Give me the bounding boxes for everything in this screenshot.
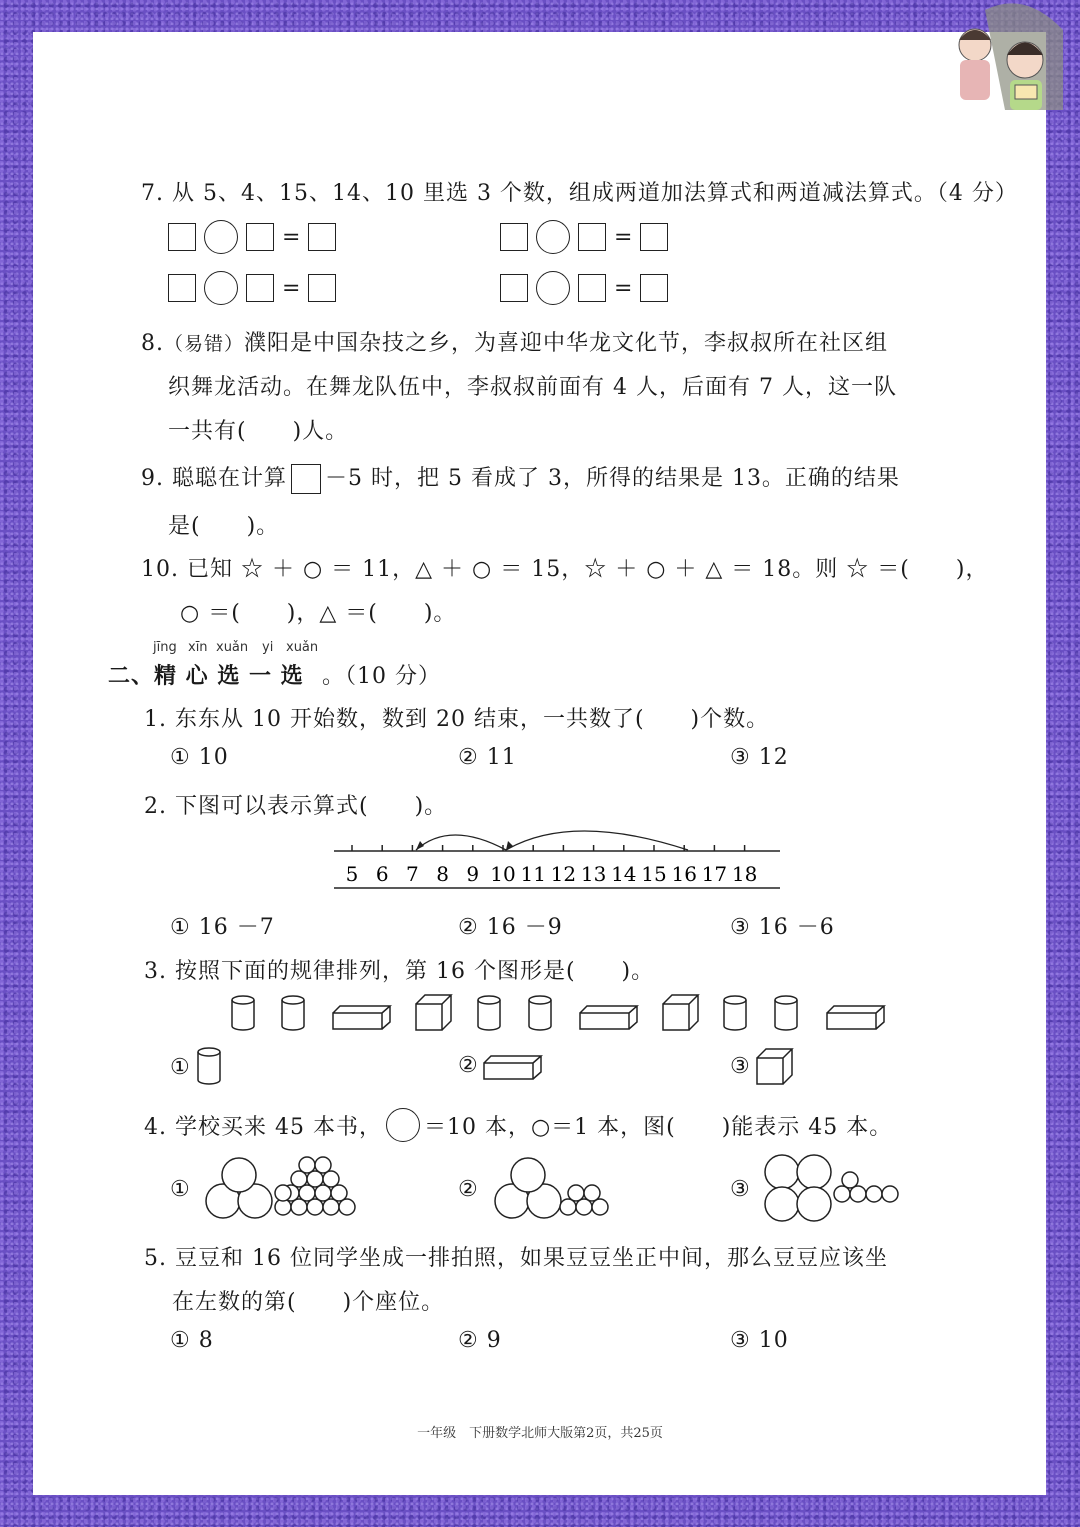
q10-line-1: 10. 已知 ☆ ＋ ○ ＝ 11，△ ＋ ○ ＝ 15，☆ ＋ ○ ＋ △ ＝ 18。则 ☆ ＝( )， [141,557,989,582]
jump-arc-10-to-7 [416,835,506,850]
page-footer: 一年级 下册数学北师大版第2页，共25页 [417,1426,663,1441]
choice-4-question: 4. 学校买来 45 本书， ＝10 本，○＝1 本，图( )能表示 45 本。 [144,1108,892,1142]
reading-children-illustration [945,0,1065,125]
q7-equation-2 [500,220,668,254]
choice-5-option-1[interactable]: ① 8 [170,1328,214,1353]
pinyin-xuan-2: xuǎn [286,640,319,655]
choice-5-line-2: 在左数的第( )个座位。 [172,1290,445,1315]
q7-equation-4 [500,271,668,305]
choice-2-option-1[interactable]: ① 16 －7 [170,915,275,940]
pinyin-xuan: xuǎn [216,640,249,655]
operator-circle[interactable] [204,271,238,305]
choice-5-option-3[interactable]: ③ 10 [730,1328,789,1353]
q9-line-1: 9. 聪聪在计算 －5 时，把 5 看成了 3，所得的结果是 13。正确的结果 [141,461,900,494]
q8-line-3: 一共有( )人。 [168,419,349,444]
answer-box[interactable] [640,223,668,251]
answer-box[interactable] [168,223,196,251]
answer-box[interactable] [291,464,321,494]
equals-sign: = [614,224,633,250]
pinyin-xin: xīn [188,640,208,655]
choice-1-option-1[interactable]: ① 10 [170,745,229,770]
cylinder-shape [529,996,551,1030]
choice-1-question: 1. 东东从 10 开始数，数到 20 结束，一共数了( )个数。 [144,707,770,732]
shape-pattern-sequence [225,993,890,1038]
choice-3-option-2[interactable]: ② [458,1049,545,1081]
big-circle-symbol [386,1108,420,1142]
answer-box[interactable] [246,223,274,251]
choice-2-question: 2. 下图可以表示算式( )。 [144,794,448,819]
ten-circle [511,1158,545,1192]
choice-4-option-3[interactable]: ③ [730,1177,751,1202]
choice-3-option-3[interactable]: ③ [730,1046,795,1086]
choice-3-option-1[interactable]: ① [170,1047,223,1087]
cuboid-shape [827,1006,884,1029]
answer-box[interactable] [308,274,336,302]
tick-label: 11 [520,862,546,886]
equals-sign: = [282,275,301,301]
choice-3-question: 3. 按照下面的规律排列，第 16 个图形是( )。 [144,959,655,984]
cylinder-icon [195,1047,223,1087]
choice-4-option-1[interactable]: ① [170,1177,191,1202]
q8-line-2: 织舞龙活动。在舞龙队伍中，李叔叔前面有 4 人，后面有 7 人，这一队 [168,375,897,400]
answer-box[interactable] [640,274,668,302]
tick-label: 12 [550,862,577,886]
cylinder-shape [478,996,500,1030]
choice-5-line-1: 5. 豆豆和 16 位同学坐成一排拍照，如果豆豆坐正中间，那么豆豆应该坐 [144,1246,888,1271]
choice-2-option-3[interactable]: ③ 16 －6 [730,915,835,940]
one-circle [568,1185,584,1201]
answer-box[interactable] [246,274,274,302]
ten-circle [765,1155,799,1189]
choice-5-option-2[interactable]: ② 9 [458,1328,502,1353]
operator-circle[interactable] [536,271,570,305]
equals-sign: = [282,224,301,250]
ten-circle [765,1187,799,1221]
section-2-score: 。（10 分） [322,664,441,689]
operator-circle[interactable] [536,220,570,254]
tick-label: 17 [701,862,728,886]
cylinder-shape [232,996,254,1030]
ten-circle [797,1155,831,1189]
tick-label: 18 [731,862,758,886]
cuboid-shape [580,1006,637,1029]
cylinder-shape [724,996,746,1030]
operator-circle[interactable] [204,220,238,254]
arc-arrowhead-7 [416,841,424,850]
choice-4-option-2[interactable]: ② [458,1177,479,1202]
tick-label: 8 [436,862,449,886]
cube-icon [755,1046,795,1086]
tick-label: 5 [345,862,359,886]
equals-sign: = [614,275,633,301]
one-circle [842,1172,858,1188]
tick-label: 14 [611,862,637,886]
q7-equation-3 [168,271,336,305]
error-prone-tag: （易错） [164,333,245,355]
tick-label: 15 [641,862,667,886]
one-circle [275,1185,291,1201]
cuboid-icon [483,1049,545,1081]
tick-label: 13 [580,862,607,886]
cylinder-shape [775,996,797,1030]
pinyin-jing: jīng [153,640,177,655]
q9-line-2: 是( )。 [168,514,280,539]
choice-2-option-2[interactable]: ② 16 －9 [458,915,563,940]
one-circle [866,1186,882,1202]
answer-box[interactable] [308,223,336,251]
tick-label: 6 [375,862,389,886]
section-2-title: 二、精 心 选 一 选 [108,663,304,689]
ten-circle [222,1158,256,1192]
ten-circle [797,1187,831,1221]
choice-1-option-3[interactable]: ③ 12 [730,745,789,770]
tick-label: 9 [466,862,480,886]
answer-box[interactable] [500,223,528,251]
one-circle [315,1157,331,1173]
answer-box[interactable] [578,274,606,302]
cuboid-shape [333,1006,390,1029]
tick-label: 16 [671,862,697,886]
q7-text: 7. 从 5、4、15、14、10 里选 3 个数，组成两道加法算式和两道减法算式。（4 分） [141,181,1018,206]
one-circle [584,1185,600,1201]
answer-box[interactable] [500,274,528,302]
cube-shape [416,995,451,1030]
number-line [330,828,785,892]
option-3-circles-group [762,1152,907,1224]
q7-equation-1 [168,220,336,254]
tick-label: 10 [490,862,516,886]
option-2-circles-group [492,1155,617,1221]
one-circle [299,1157,315,1173]
option-1-circles-group [203,1155,363,1221]
answer-box[interactable] [168,274,196,302]
cube-shape [663,995,698,1030]
pinyin-yi: yi [262,640,274,655]
one-circle [882,1186,898,1202]
q8-line-1: 8.（易错）濮阳是中国杂技之乡，为喜迎中华龙文化节，李叔叔所在社区组 [141,331,889,356]
tick-label: 7 [406,862,419,886]
cylinder-shape [282,996,304,1030]
answer-box[interactable] [578,223,606,251]
q10-line-2: ○ ＝( )，△ ＝( )。 [180,601,457,626]
choice-1-option-2[interactable]: ② 11 [458,745,517,770]
